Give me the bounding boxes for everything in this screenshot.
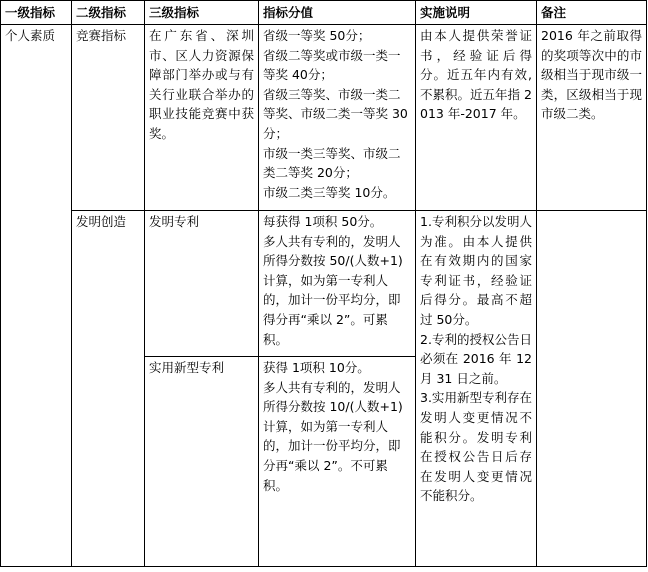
competition-remark-cell — [537, 25, 647, 211]
header-explanation: 实施说明 — [416, 1, 537, 25]
competition-level3-text: 在广东省、深圳市、区人力资源保障部门举办或与有关行业联合举办的职业技能竞赛中获奖。 — [149, 28, 254, 141]
patent-score-cell — [259, 211, 416, 357]
invention-explanation-text: 1.专利积分以发明人为准。由本人提供在有效期内的国家专利证书，经验证后得分。最高不超过 50分。 2.专利的授权公告日必须在 2016 年 12 月 31 日之前。 3.实用新型专利存在发明人变更情况不能积分。发明专利在授权公告日后存在发明人变更情况不能积分。 — [420, 214, 532, 504]
invention-level2-text: 发明创造 — [76, 214, 127, 229]
utility-score-cell — [259, 357, 416, 567]
patent-score-text: 每获得 1项积 50分。 多人共有专利的，发明人所得分数按 50/(人数+1)计算，如为第一专利人的，加计一份平均分，即得分再“乘以 2”。可累积。 — [263, 214, 403, 347]
table-row-patent — [1, 211, 647, 357]
header-score: 指标分值 — [259, 1, 416, 25]
competition-remark-text: 2016 年之前取得的奖项等次中的市级相当于现市级一类，区级相当于现市级二类。 — [541, 28, 642, 122]
competition-score-cell — [259, 25, 416, 211]
invention-level2-cell — [72, 211, 145, 567]
invention-remark-cell — [537, 211, 647, 567]
header-remark: 备注 — [537, 1, 647, 25]
patent-level3-cell — [145, 211, 259, 357]
table-row-competition — [1, 25, 647, 211]
header-row — [1, 1, 647, 25]
header-level2: 二级指标 — [72, 1, 145, 25]
competition-level2-text: 竞赛指标 — [76, 28, 127, 43]
header-level1: 一级指标 — [1, 1, 72, 25]
patent-level3-text: 发明专利 — [149, 214, 200, 229]
invention-explanation-cell — [416, 211, 537, 567]
competition-score-text: 省级一等奖 50分； 省级二等奖或市级一类一等奖 40分； 省级三等奖、市级一类二等奖、市级二类一等奖 30分； 市级一类三等奖、市级二类二等奖 20分； 市级二类三等奖 10分。 — [263, 28, 408, 200]
competition-explanation-cell — [416, 25, 537, 211]
header-level3: 三级指标 — [145, 1, 259, 25]
competition-explanation-text: 由本人提供荣誉证书，经验证后得分。近五年内有效,不累积。近五年指 2013 年-2017 年。 — [420, 28, 532, 122]
level1-cell — [1, 25, 72, 567]
competition-level3-cell — [145, 25, 259, 211]
competition-level2-cell — [72, 25, 145, 211]
level1-text: 个人素质 — [5, 28, 56, 43]
utility-level3-text: 实用新型专利 — [149, 360, 225, 375]
utility-level3-cell — [145, 357, 259, 567]
utility-score-text: 获得 1项积 10分。 多人共有专利的，发明人所得分数按 10/(人数+1)计算，如为第一专利人的，加计一份平均分，即分再“乘以 2”。不可累积。 — [263, 360, 403, 493]
